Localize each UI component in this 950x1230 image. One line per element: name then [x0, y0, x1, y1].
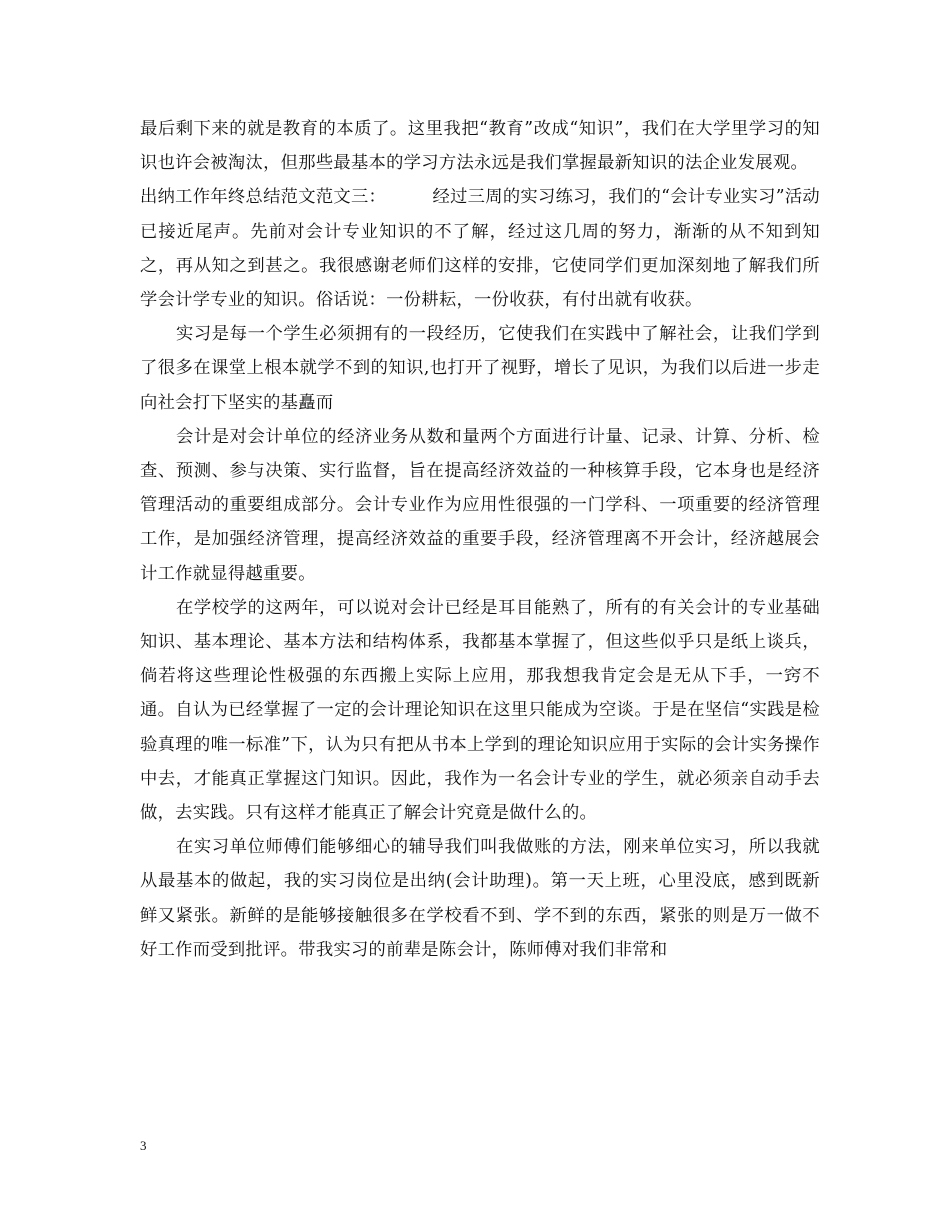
paragraph-accounting-definition: 会计是对会计单位的经济业务从数和量两个方面进行计量、记录、计算、分析、检查、预测、参与决策、实行监督，旨在提高经济效益的一种核算手段，它本身也是经济管理活动的重要组成部分。会计专业作为应用性很强的一门学科、一项重要的经济管理工作，是加强经济管理，提高经济效益的重要手段，经济管理离不开会计，经济越展会计工作就显得越重要。: [140, 426, 820, 584]
page-number: 3: [140, 1138, 147, 1153]
paragraph-internship-meaning: 实习是每一个学生必须拥有的一段经历，它使我们在实践中了解社会，让我们学到了很多在课堂上根本就学不到的知识,也打开了视野，增长了见识，为我们以后进一步走向社会打下坚实的基矗而: [140, 324, 820, 413]
paragraph-intro-conclusion: 最后剩下来的就是教育的本质了。这里我把“教育”改成“知识”，我们在大学里学习的知识也许会被淘汰，但那些最基本的学习方法永远是我们掌握最新知识的法企业发展观。: [140, 119, 820, 174]
section-three-body: 经过三周的实习练习，我们的“会计专业实习”活动已接近尾声。先前对会计专业知识的不了解，经过这几周的努力，渐渐的从不知到知之，再从知之到甚之。我很感谢老师们这样的安排，它使同学们更加深刻地了解我们所学会计学专业的知识。俗话说：一份耕耘，一份收获，有付出就有收获。: [140, 187, 820, 311]
heading-spacer: [386, 187, 432, 207]
paragraph-school-study: 在学校学的这两年，可以说对会计已经是耳目能熟了，所有的有关会计的专业基础知识、基本理论、基本方法和结构体系，我都基本掌握了，但这些似乎只是纸上谈兵，倘若将这些理论性极强的东西搬上实际上应用，那我想我肯定会是无从下手，一窍不通。自认为已经掌握了一定的会计理论知识在这里只能成为空谈。于是在坚信“实践是检验真理的唯一标准”下，认为只有把从书本上学到的理论知识应用于实际的会计实务操作中去，才能真正掌握这门知识。因此，我作为一名会计专业的学生，就必须亲自动手去做，去实践。只有这样才能真正了解会计究竟是做什么的。: [140, 597, 820, 824]
document-body: [140, 112, 820, 967]
section-heading: 出纳工作年终总结范文范文三：: [140, 187, 387, 208]
paragraph-internship-unit: 在实习单位师傅们能够细心的辅导我们叫我做账的方法，刚来单位实习，所以我就从最基本的做起，我的实习岗位是出纳(会计助理)。第一天上班，心里没底，感到既新鲜又紧张。新鲜的是能够接触很多在学校看不到、学不到的东西，紧张的则是万一做不好工作而受到批评。带我实习的前辈是陈会计，陈师傅对我们非常和: [140, 837, 820, 960]
paragraph-section-three: [140, 180, 820, 317]
